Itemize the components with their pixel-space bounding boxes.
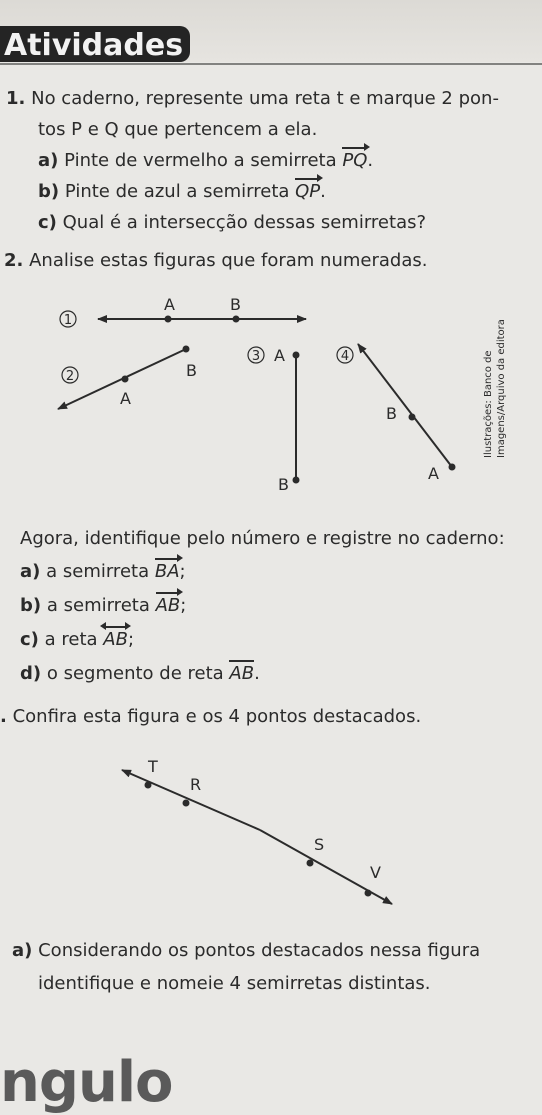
- q2-instruction: Agora, identifique pelo número e registre no caderno:: [20, 528, 505, 549]
- q1-line2: tos P e Q que pertencem a ela.: [38, 119, 318, 140]
- fig1-point-a: A: [164, 295, 175, 314]
- q2-item-d: d) o segmento de reta AB.: [20, 663, 260, 684]
- q2-item-c: c) a reta AB;: [20, 629, 134, 651]
- fig2-point-a: A: [120, 389, 131, 408]
- ray-QP-symbol: QP: [295, 181, 321, 202]
- point-T: [145, 782, 152, 789]
- ray-PQ-symbol: PQ: [342, 150, 368, 171]
- label-T: T: [148, 757, 158, 776]
- q1-number: 1.: [6, 88, 26, 109]
- q2-item-b: b) a semirreta AB;: [20, 595, 187, 616]
- point-S: [307, 860, 314, 867]
- q1-text-1: No caderno, represente uma reta t e marque 2 pon-: [31, 88, 499, 109]
- credit-line-1: Ilustrações: Banco de: [483, 350, 494, 458]
- fig3-point-b: B: [278, 475, 289, 494]
- fig3-point-a: A: [274, 346, 285, 365]
- figures-diagram: [40, 290, 480, 500]
- fig1-point-b: B: [230, 295, 241, 314]
- q3-item-a-line2: identifique e nomeie 4 semirretas distintas.: [38, 973, 431, 994]
- q1-item-c: c) Qual é a intersecção dessas semirretas?: [38, 212, 427, 233]
- fig1-number: 1: [63, 313, 73, 328]
- fig4-number: 4: [340, 349, 350, 364]
- label-R: R: [190, 775, 202, 794]
- q1-line1: [6, 88, 499, 110]
- image-credit: [482, 278, 522, 458]
- line-AB-symbol: AB: [103, 629, 128, 651]
- fig2-point-b: B: [186, 361, 197, 380]
- footer-heading: ngulo: [0, 1050, 173, 1115]
- credit-line-2: Imagens/Arquivo da editora: [496, 319, 507, 458]
- q2-number: 2.: [4, 250, 24, 271]
- q3-line: . Confira esta figura e os 4 pontos destacados.: [0, 706, 422, 727]
- section-title: Atividades: [4, 28, 184, 63]
- ray-AB-symbol: AB: [155, 595, 181, 616]
- q1-item-b: b) Pinte de azul a semirreta QP.: [38, 181, 326, 202]
- q3-number: .: [0, 706, 7, 727]
- fig4-point-b: B: [386, 404, 397, 423]
- q1-item-a: a) Pinte de vermelho a semirreta PQ.: [38, 150, 374, 171]
- fig3-number: 3: [251, 349, 261, 364]
- segment-AB-symbol: AB: [229, 663, 255, 684]
- figure-1: [60, 295, 306, 328]
- figure-3: [248, 346, 300, 494]
- points-line-diagram: [110, 750, 400, 920]
- q3-item-a-line1: a) Considerando os pontos destacados nessa figura: [12, 940, 481, 961]
- point-R: [183, 800, 190, 807]
- fig4-point-a: A: [428, 464, 439, 483]
- q2-line: 2. Analise estas figuras que foram numeradas.: [4, 250, 428, 271]
- fig2-number: 2: [65, 369, 75, 384]
- label-V: V: [370, 863, 381, 882]
- q2-item-a: a) a semirreta BA;: [20, 561, 186, 582]
- point-V: [365, 890, 372, 897]
- figure-4: [337, 344, 456, 483]
- header-rule: [0, 58, 542, 70]
- figure-2: [58, 346, 197, 410]
- label-S: S: [314, 835, 325, 854]
- ray-BA-symbol: BA: [154, 561, 180, 582]
